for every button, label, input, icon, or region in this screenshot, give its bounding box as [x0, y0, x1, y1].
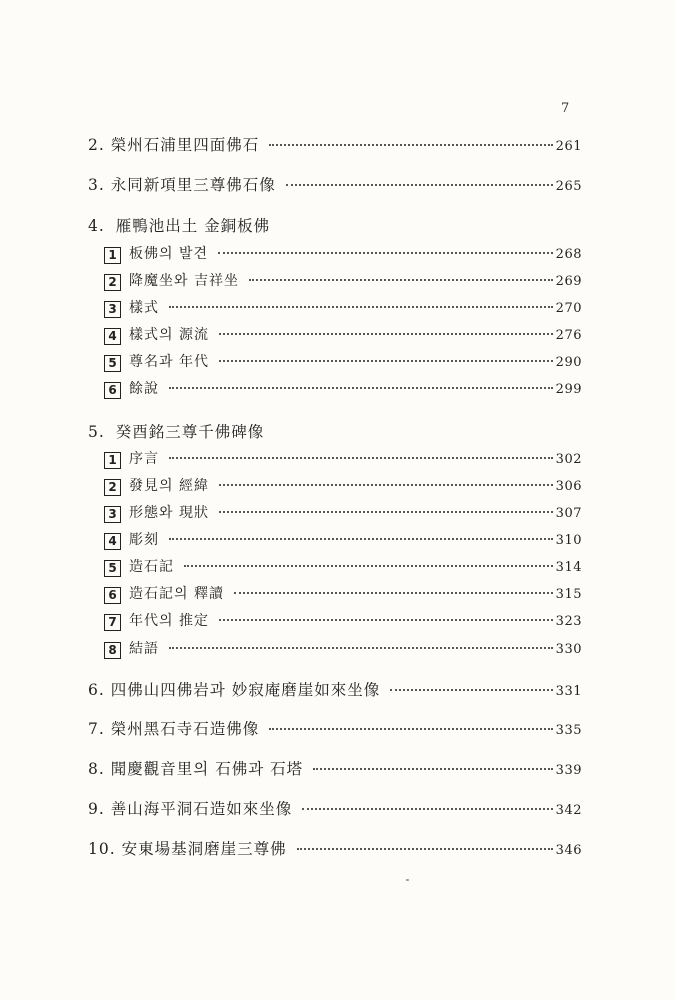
boxed-number: 3: [104, 506, 121, 523]
dot-leader: [219, 359, 553, 362]
boxed-number: 2: [104, 274, 121, 291]
subentry-page: 302: [555, 452, 582, 467]
dot-leader: [219, 510, 553, 513]
entry-title: 安東場基洞磨崖三尊佛: [121, 840, 287, 858]
entry-page: 265: [555, 179, 582, 194]
subentry-page: 276: [555, 328, 582, 343]
subentry-page: 307: [555, 506, 582, 521]
entry-title: 聞慶觀音里의 石佛과 石塔: [110, 760, 304, 778]
toc-subentry[interactable]: [104, 611, 582, 632]
subentry-title: 發見의 經緯: [129, 478, 209, 494]
subentry-title: 降魔坐와 吉祥坐: [129, 273, 239, 289]
dot-leader: [219, 483, 553, 486]
toc-subentry[interactable]: [104, 584, 582, 605]
entry-title: 榮州石浦里四面佛石: [110, 136, 260, 154]
toc-entry-6[interactable]: [88, 680, 582, 702]
dot-leader: [169, 456, 553, 459]
entry-page: 335: [555, 723, 582, 738]
subentry-title: 造石記: [129, 559, 174, 575]
subentry-page: 270: [555, 301, 582, 316]
dot-leader: [269, 727, 552, 730]
entry-number: 10.: [88, 840, 116, 858]
section-title: 雁鴨池出土 金銅板佛: [115, 217, 271, 235]
dot-leader: [302, 807, 552, 810]
toc-subentry[interactable]: [104, 298, 582, 319]
boxed-number: 6: [104, 382, 121, 399]
boxed-number: 1: [104, 247, 121, 264]
subentry-title: 彫刻: [129, 532, 159, 548]
entry-title: 善山海平洞石造如來坐像: [110, 800, 293, 818]
toc-subentry[interactable]: [104, 503, 582, 524]
toc-entry-7[interactable]: [88, 719, 582, 741]
subentry-page: 310: [555, 533, 582, 548]
boxed-number: 4: [104, 533, 121, 550]
dot-leader: [169, 646, 553, 649]
toc-entry-10[interactable]: [88, 839, 582, 861]
entry-number: 6.: [88, 681, 105, 699]
dot-leader: [234, 591, 553, 594]
section-title: 癸酉銘三尊千佛碑像: [115, 423, 265, 441]
paper-speck: [406, 879, 409, 881]
entry-number: 2.: [88, 136, 105, 154]
entry-page: 342: [555, 803, 582, 818]
entry-title: 四佛山四佛岩과 妙寂庵磨崖如來坐像: [110, 681, 381, 699]
boxed-number: 1: [104, 452, 121, 469]
entry-title: 永同新項里三尊佛石像: [110, 176, 276, 194]
section-heading-4[interactable]: [88, 216, 270, 236]
page-number: 7: [561, 101, 570, 116]
subentry-page: 299: [555, 382, 582, 397]
section-number: 4.: [88, 217, 105, 235]
entry-number: 8.: [88, 760, 105, 778]
subentry-title: 造石記의 釋讀: [129, 586, 224, 602]
toc-entry-8[interactable]: [88, 759, 582, 781]
toc-subentry[interactable]: [104, 379, 582, 400]
subentry-page: 269: [555, 274, 582, 289]
toc-subentry[interactable]: [104, 244, 582, 265]
dot-leader: [269, 143, 552, 146]
subentry-title: 結語: [129, 641, 159, 657]
entry-page: 339: [555, 763, 582, 778]
subentry-page: 290: [555, 355, 582, 370]
entry-number: 3.: [88, 176, 105, 194]
dot-leader: [169, 386, 553, 389]
subentry-page: 306: [555, 479, 582, 494]
subentry-title: 樣式의 源流: [129, 327, 209, 343]
toc-subentry[interactable]: [104, 557, 582, 578]
dot-leader: [249, 278, 553, 281]
toc-entry-3[interactable]: [88, 175, 582, 197]
dot-leader: [169, 305, 553, 308]
toc-subentry[interactable]: [104, 325, 582, 346]
entry-page: 261: [555, 139, 582, 154]
boxed-number: 4: [104, 328, 121, 345]
dot-leader: [313, 767, 553, 770]
entry-number: 9.: [88, 800, 105, 818]
toc-entry-9[interactable]: [88, 799, 582, 821]
dot-leader: [218, 251, 553, 254]
subentry-title: 樣式: [129, 300, 159, 316]
dot-leader: [297, 847, 553, 850]
subentry-title: 尊名과 年代: [129, 354, 209, 370]
subentry-page: 315: [555, 587, 582, 602]
boxed-number: 7: [104, 614, 121, 631]
dot-leader: [169, 537, 553, 540]
toc-subentry[interactable]: [104, 476, 582, 497]
subentry-page: 323: [555, 614, 582, 629]
subentry-title: 板佛의 발견: [129, 246, 209, 262]
toc-entry-2[interactable]: [88, 135, 582, 157]
boxed-number: 3: [104, 301, 121, 318]
entry-number: 7.: [88, 720, 105, 738]
subentry-title: 形態와 現狀: [129, 505, 209, 521]
subentry-page: 314: [555, 560, 582, 575]
toc-subentry[interactable]: [104, 352, 582, 373]
entry-page: 346: [555, 843, 582, 858]
entry-page: 331: [555, 684, 582, 699]
entry-title: 榮州黑石寺石造佛像: [110, 720, 260, 738]
subentry-page: 268: [555, 247, 582, 262]
dot-leader: [184, 564, 553, 567]
toc-subentry[interactable]: [104, 449, 582, 470]
dot-leader: [390, 688, 552, 691]
dot-leader: [219, 618, 553, 621]
toc-subentry[interactable]: [104, 271, 582, 292]
section-number: 5.: [88, 423, 105, 441]
boxed-number: 6: [104, 587, 121, 604]
subentry-title: 年代의 推定: [129, 613, 209, 629]
toc-subentry[interactable]: [104, 530, 582, 551]
boxed-number: 5: [104, 560, 121, 577]
boxed-number: 2: [104, 479, 121, 496]
toc-subentry[interactable]: [104, 639, 582, 660]
subentry-page: 330: [555, 642, 582, 657]
section-heading-5[interactable]: [88, 422, 264, 442]
boxed-number: 5: [104, 355, 121, 372]
subentry-title: 序言: [129, 451, 159, 467]
subentry-title: 餘說: [129, 381, 159, 397]
boxed-number: 8: [104, 642, 121, 659]
dot-leader: [219, 332, 553, 335]
dot-leader: [286, 183, 553, 186]
